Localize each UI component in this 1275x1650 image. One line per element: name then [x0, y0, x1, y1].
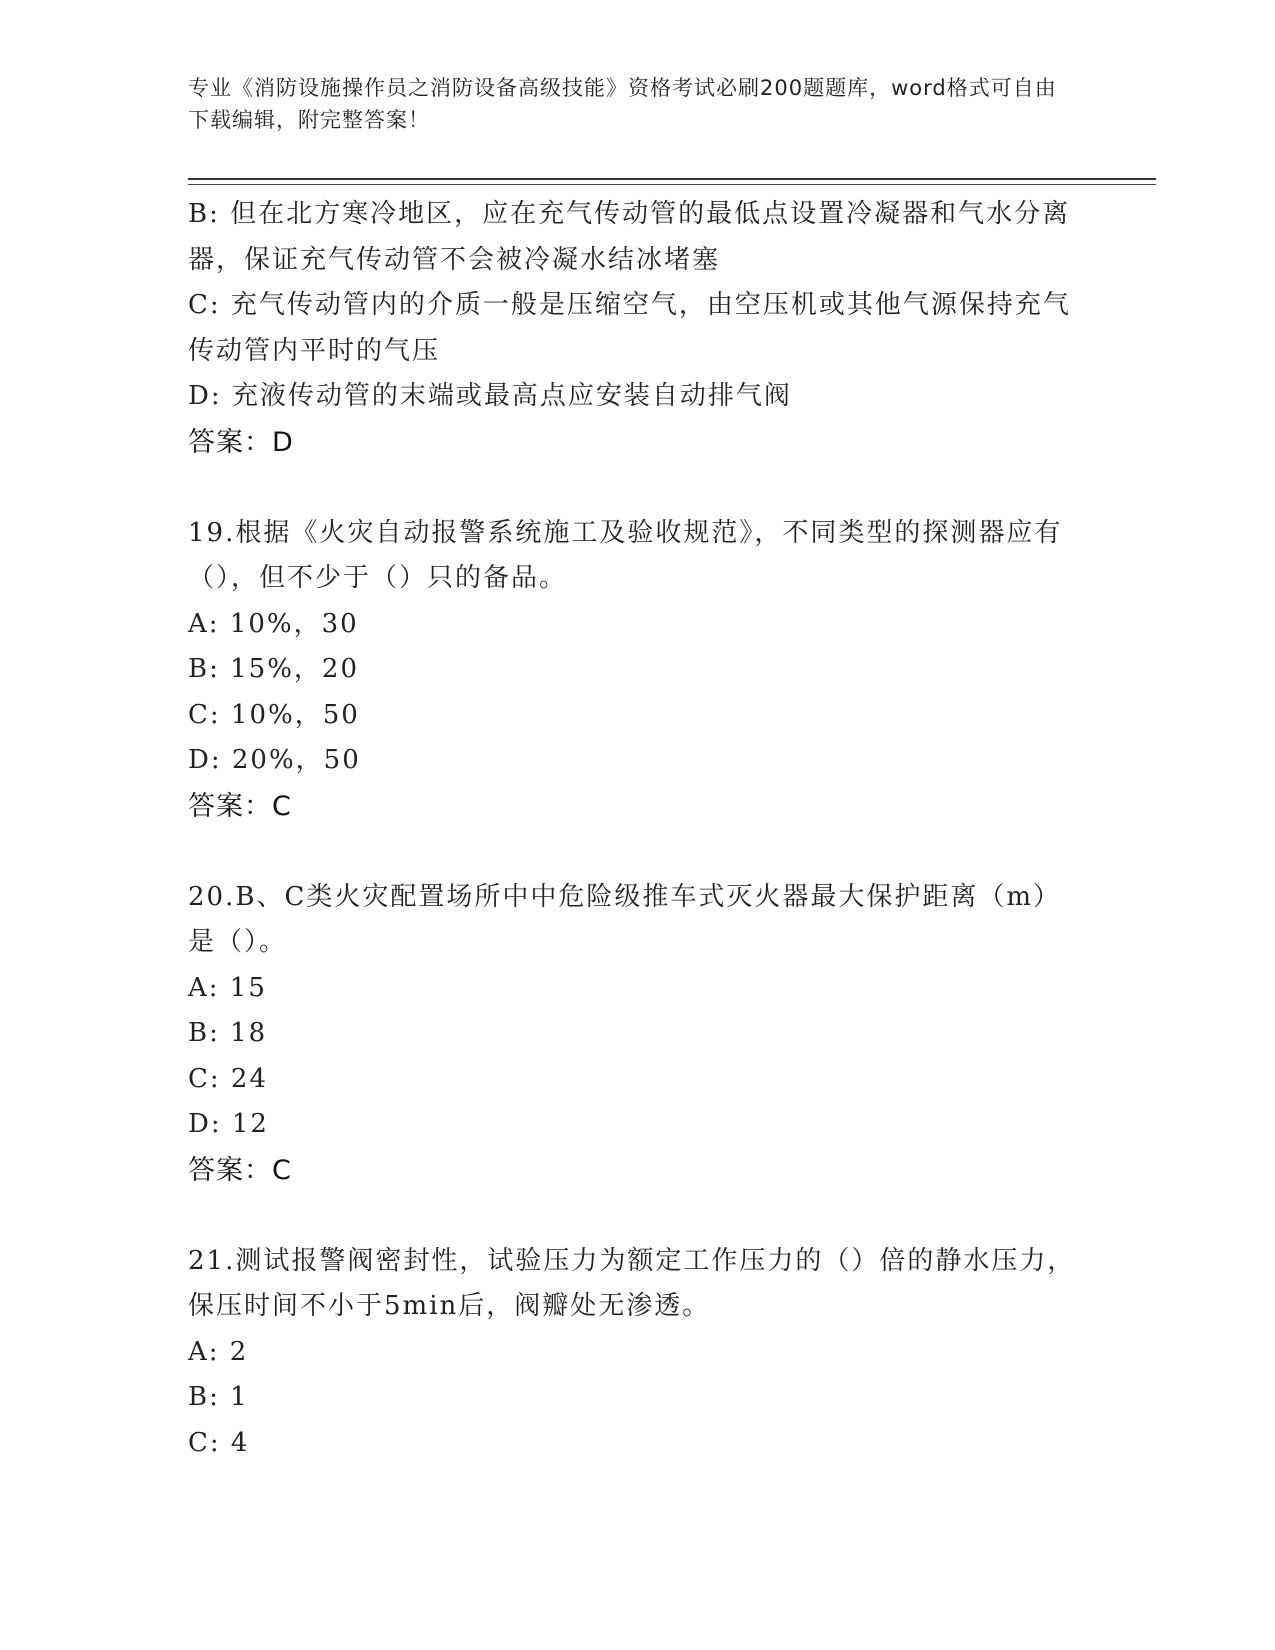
spacer	[188, 465, 1088, 511]
option-c: C: 24	[188, 1063, 269, 1094]
question-stem: 20.B、C类火灾配置场所中中危险级推车式灭火器最大保护距离（m）是（）。	[188, 881, 1062, 957]
question-stem: 21.测试报警阀密封性，试验压力为额定工作压力的（）倍的静水压力，保压时间不小于5min后，阀瓣处无渗透。	[188, 1245, 1076, 1321]
spacer	[188, 1193, 1088, 1239]
option-a: A: 15	[188, 972, 267, 1003]
option-a: A: 2	[188, 1336, 249, 1367]
option-d: D: 12	[188, 1109, 269, 1139]
header-divider-thin	[188, 184, 1156, 185]
option-c: C: 充气传动管内的介质一般是压缩空气，由空压机或其他气源保持充气传动管内平时的气压	[188, 290, 1071, 366]
option-b: B: 但在北方寒冷地区，应在充气传动管的最低点设置冷凝器和气水分离器，保证充气传动管不会被冷凝水结冰堵塞	[188, 199, 1071, 275]
document-header: 专业《消防设施操作员之消防设备高级技能》资格考试必刷200题题库，word格式可自由下载编辑，附完整答案！	[188, 76, 1057, 132]
option-b: B: 18	[188, 1018, 268, 1048]
question-20	[188, 875, 1088, 1194]
question-21	[188, 1239, 1088, 1467]
option-c: C: 10%，50	[188, 699, 360, 730]
spacer	[188, 829, 1088, 875]
question-stem: 19.根据《火灾自动报警系统施工及验收规范》，不同类型的探测器应有（），但不少于（）只的备品。	[188, 517, 1063, 593]
answer-line: 答案：C	[188, 790, 292, 822]
question-19	[188, 511, 1088, 830]
prev-question-block	[188, 192, 1088, 465]
answer-line: 答案：D	[188, 426, 294, 458]
option-b: B: 1	[188, 1382, 249, 1412]
option-c: C: 4	[188, 1427, 250, 1458]
option-a: A: 10%，30	[188, 608, 359, 639]
option-d: D: 20%，50	[188, 745, 361, 775]
question-content	[188, 192, 1088, 1466]
option-d: D: 充液传动管的末端或最高点应安装自动排气阀	[188, 381, 792, 411]
option-b: B: 15%，20	[188, 654, 360, 684]
header-divider-thick	[188, 178, 1156, 180]
answer-line: 答案：C	[188, 1154, 292, 1186]
